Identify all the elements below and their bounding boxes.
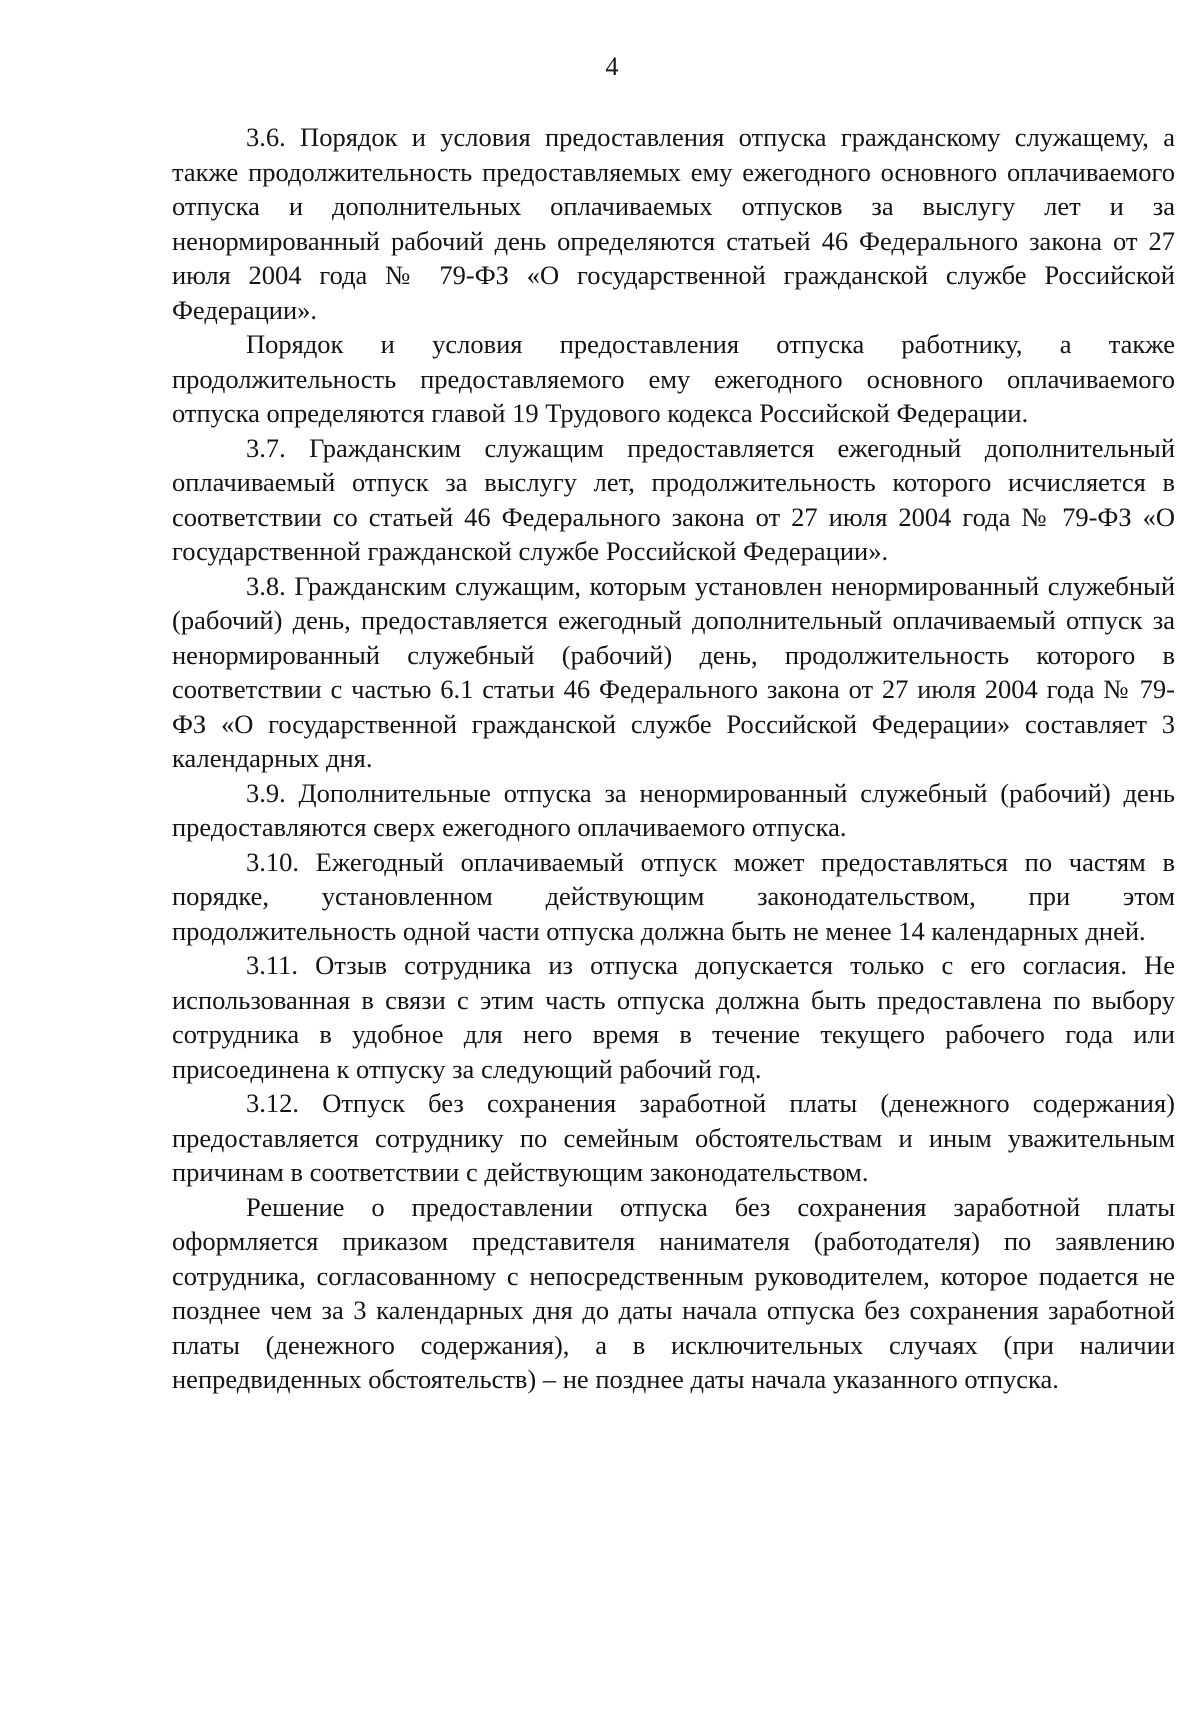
paragraph-3-10: 3.10. Ежегодный оплачиваемый отпуск может предоставляться по частям в порядке, установленном действующим законодательством, при этом продолжительность одной части отпуска должна быть не менее 14 календарных дней. (172, 846, 1175, 946)
paragraph-3-12-decision: Решение о предоставлении отпуска без сохранения заработной платы оформляется приказом представителя нанимателя (работодателя) по заявлению сотрудника, согласованному с непосредственным руководителем, которое подается не позднее чем за 3 календарных дня до даты начала отпуска без сохранения заработной платы (денежного содержания), а в исключительных случаях (при наличии непредвиденных обстоятельств) – не позднее даты начала указанного отпуска. (172, 1191, 1175, 1394)
paragraph-3-6-worker: Порядок и условия предоставления отпуска работнику, а также продолжительность предоставляемого ему ежегодного основного оплачиваемого отпуска определяются главой 19 Трудового кодекса Российской Федерации. (172, 329, 1175, 428)
paragraph-3-11: 3.11. Отзыв сотрудника из отпуска допускается только с его согласия. Не использованная в связи с этим часть отпуска должна быть предоставлена по выбору сотрудника в удобное для него время в течение текущего рабочего года или присоединена к отпуску за следующий рабочий год. (172, 950, 1175, 1084)
page-number: 4 (605, 52, 619, 81)
paragraph-3-8: 3.8. Гражданским служащим, которым установлен ненормированный служебный (рабочий) день, предоставляется ежегодный дополнительный оплачиваемый отпуск за ненормированный служебный (рабочий) день, продолжительность которого в соответствии с частью 6.1 статьи 46 Федерального закона от 27 июля 2004 года № 79-ФЗ «О государственной гражданской службе Российской Федерации» составляет 3 календарных дня. (172, 570, 1175, 773)
document-body (172, 120, 1175, 1397)
paragraph-3-12: 3.12. Отпуск без сохранения заработной платы (денежного содержания) предоставляется сотруднику по семейным обстоятельствам и иным уважительным причинам в соответствии с действующим законодательством. (172, 1088, 1175, 1187)
paragraph-3-7: 3.7. Гражданским служащим предоставляется ежегодный дополнительный оплачиваемый отпуск за выслугу лет, продолжительность которого исчисляется в соответствии со статьей 46 Федерального закона от 27 июля 2004 года № 79-ФЗ «О государственной гражданской службе Российской Федерации». (172, 432, 1175, 566)
paragraph-3-6: 3.6. Порядок и условия предоставления отпуска гражданскому служащему, а также продолжительность предоставляемых ему ежегодного основного оплачиваемого отпуска и дополнительных оплачиваемых отпусков за выслугу лет и за ненормированный рабочий день определяются статьей 46 Федерального закона от 27 июля 2004 года № 79-ФЗ «О государственной гражданской службе Российской Федерации». (172, 122, 1175, 325)
paragraph-3-9: 3.9. Дополнительные отпуска за ненормированный служебный (рабочий) день предоставляются сверх ежегодного оплачиваемого отпуска. (172, 777, 1175, 842)
